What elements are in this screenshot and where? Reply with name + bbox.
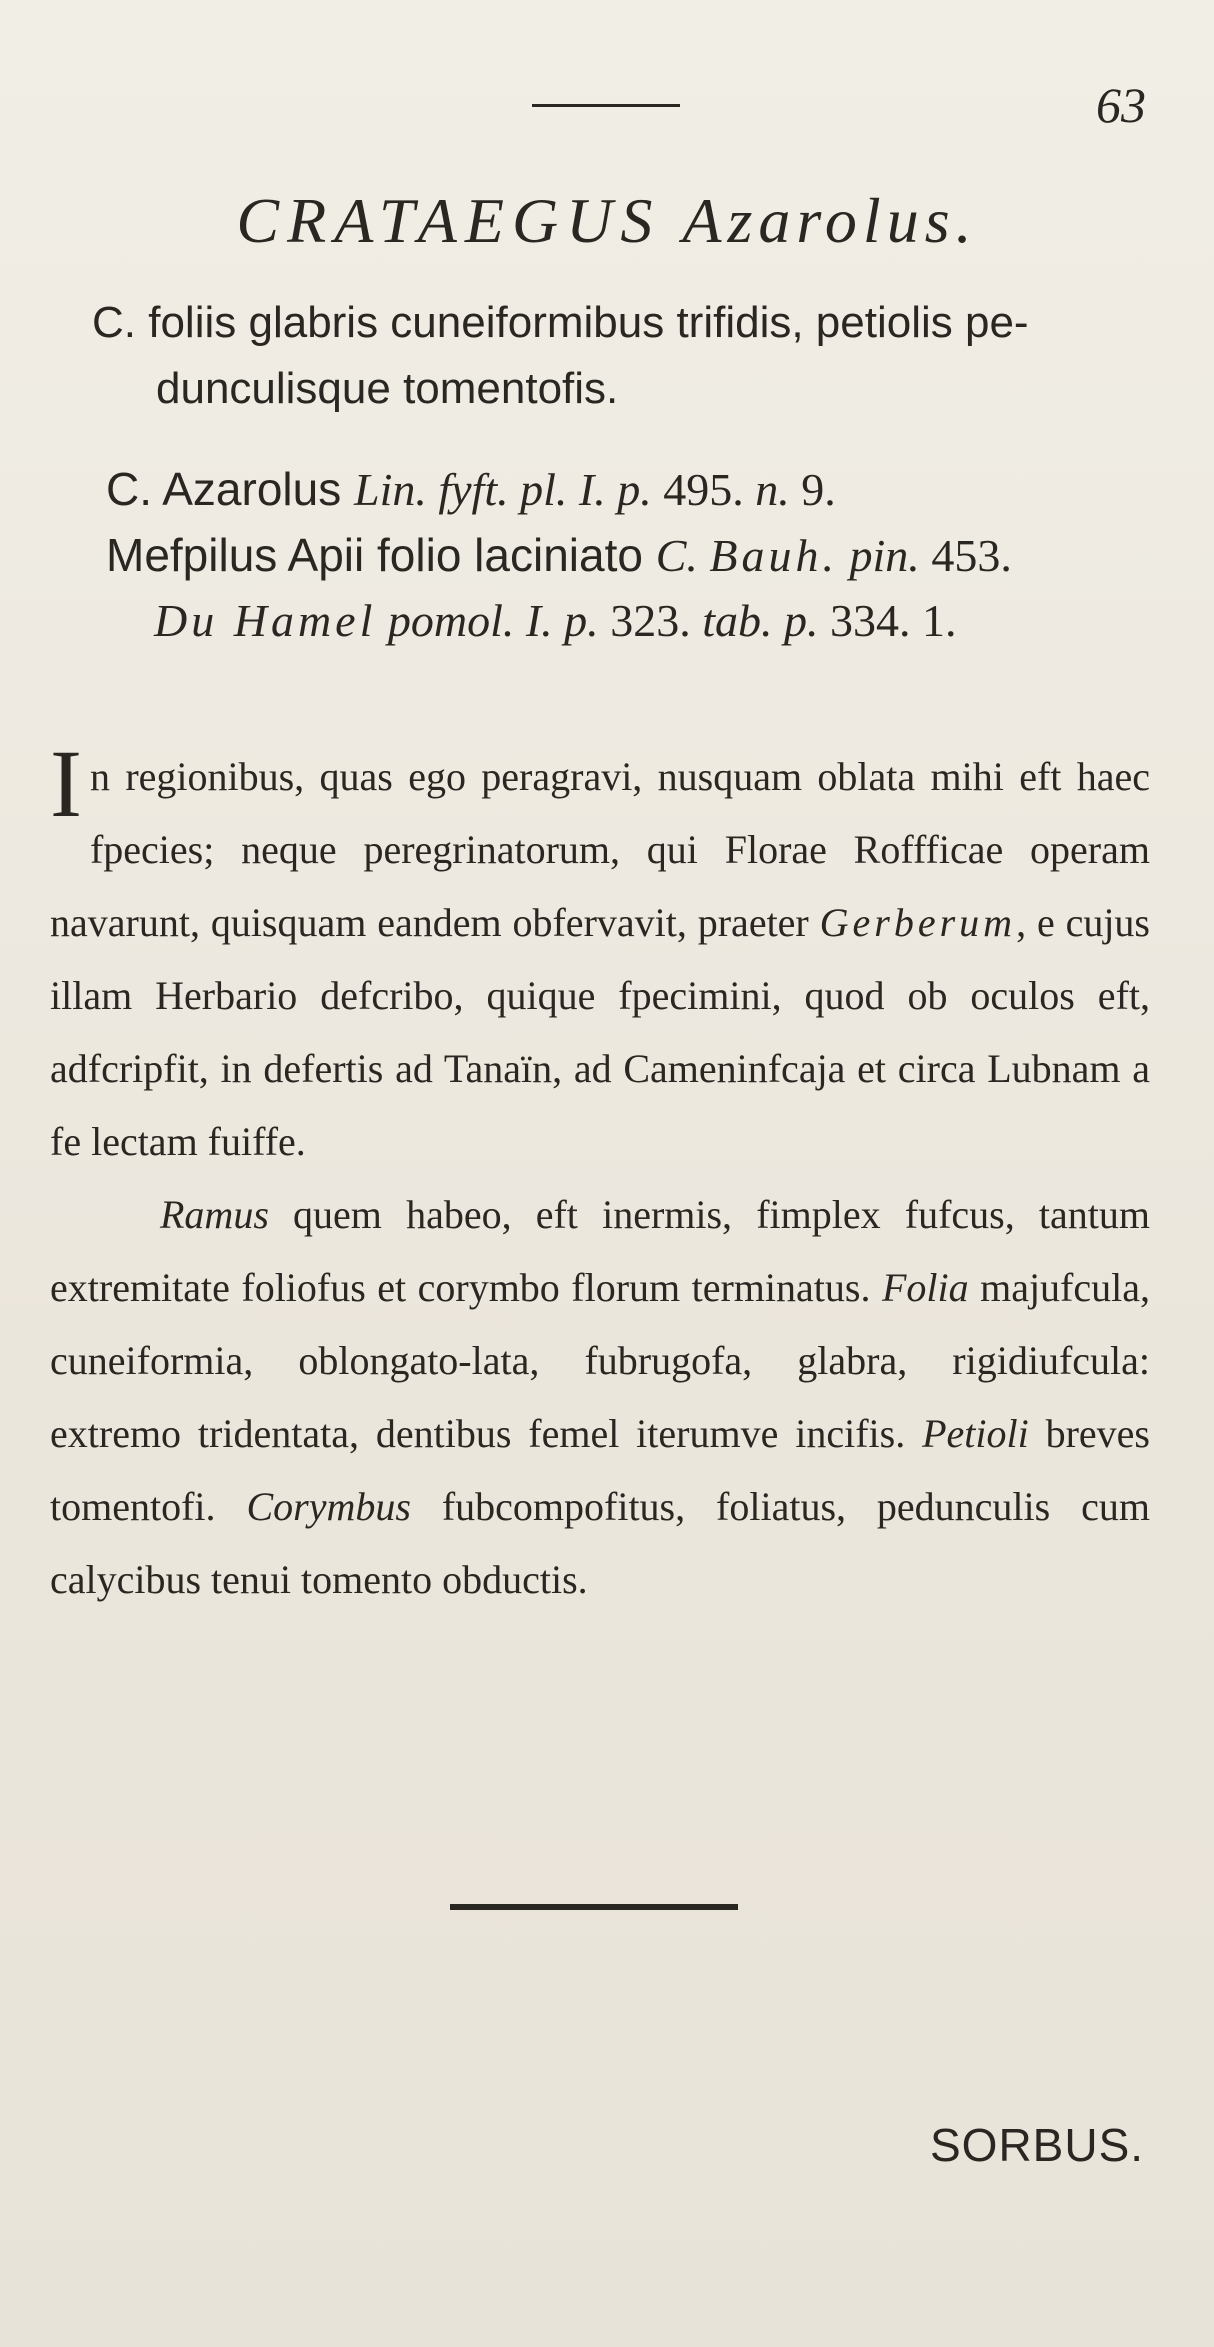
title-genus: CRATAEGUS bbox=[236, 185, 661, 256]
diagnosis-line: C. foliis glabris cuneiformibus trifidis, petiolis pe- bbox=[92, 298, 1029, 347]
drop-cap: I bbox=[50, 730, 82, 837]
synonym-reference: C. bbox=[655, 530, 710, 581]
synonym-author: Du Hamel bbox=[154, 595, 377, 646]
synonym-page: 323. bbox=[598, 595, 703, 646]
paragraph-text: breves tomentofi. bbox=[50, 1411, 1150, 1529]
header-rule bbox=[532, 104, 680, 107]
synonym-number: 9. bbox=[789, 464, 836, 515]
paragraph-text: fubcompofitus, foliatus, pedunculis cum calycibus tenui tomento obductis. bbox=[50, 1484, 1151, 1602]
paragraph-text: , e cujus illam Herbario defcribo, quique fpecimini, quod ob oculos eft, adfcripfit, in defertis ad Tanaïn, ad Cameninfcaja et circa Lubnam a fe lectam fuiffe. bbox=[50, 900, 1150, 1164]
paragraph-description bbox=[50, 1178, 1150, 1616]
term-ramus: Ramus bbox=[160, 1192, 269, 1237]
synonym-line bbox=[106, 588, 1214, 654]
synonym-reference: Lin. fyft. pl. I. p. bbox=[354, 464, 652, 515]
synonym-reference: pomol. I. p. bbox=[376, 595, 599, 646]
term-petioli: Petioli bbox=[922, 1411, 1029, 1456]
synonym-name: Mefpilus Apii folio laciniato bbox=[106, 529, 656, 581]
diagnosis-line: dunculisque tomentofis. bbox=[156, 364, 619, 413]
synonym-reference: tab. p. bbox=[702, 595, 819, 646]
synonym-name: C. Azarolus bbox=[106, 463, 354, 515]
synonym-page: 495. bbox=[651, 464, 756, 515]
synonym-line bbox=[106, 456, 1166, 523]
diagnosis bbox=[92, 290, 1142, 422]
term-corymbus: Corymbus bbox=[246, 1484, 411, 1529]
synonym-page: 453. bbox=[919, 530, 1012, 581]
synonym-reference: pin. bbox=[838, 530, 920, 581]
paragraph-distribution bbox=[50, 730, 1150, 1178]
species-title bbox=[0, 186, 1214, 256]
synonym-author: Bauh. bbox=[709, 530, 839, 581]
page-number: 63 bbox=[1096, 77, 1146, 133]
collector-name: Gerberum bbox=[819, 900, 1017, 945]
title-species: Azarolus. bbox=[682, 185, 978, 256]
body-text bbox=[50, 730, 1151, 1616]
catchword: SORBUS. bbox=[930, 2119, 1145, 2171]
paragraph-text: quem habeo, eft inermis, fimplex fufcus, tantum extremitate foliofus et corymbo florum terminatus. bbox=[50, 1192, 1150, 1310]
section-end-rule bbox=[450, 1904, 738, 1910]
synonym-line bbox=[106, 522, 1166, 589]
synonym-n: n. bbox=[755, 464, 790, 515]
paragraph-text: majufcula, cuneiformia, oblongato-lata, fubrugofa, glabra, rigidiufcula: extremo tridentata, dentibus femel iterumve incifis. bbox=[50, 1265, 1151, 1456]
paragraph-text: n regionibus, quas ego peragravi, nusquam oblata mihi eft haec fpecies; neque peregrinatorum, qui Florae Roffficae operam navarunt, quisquam eandem obfervavit, praeter bbox=[50, 754, 1150, 945]
synonym-page: 334. 1. bbox=[818, 595, 957, 646]
term-folia: Folia bbox=[881, 1265, 969, 1310]
